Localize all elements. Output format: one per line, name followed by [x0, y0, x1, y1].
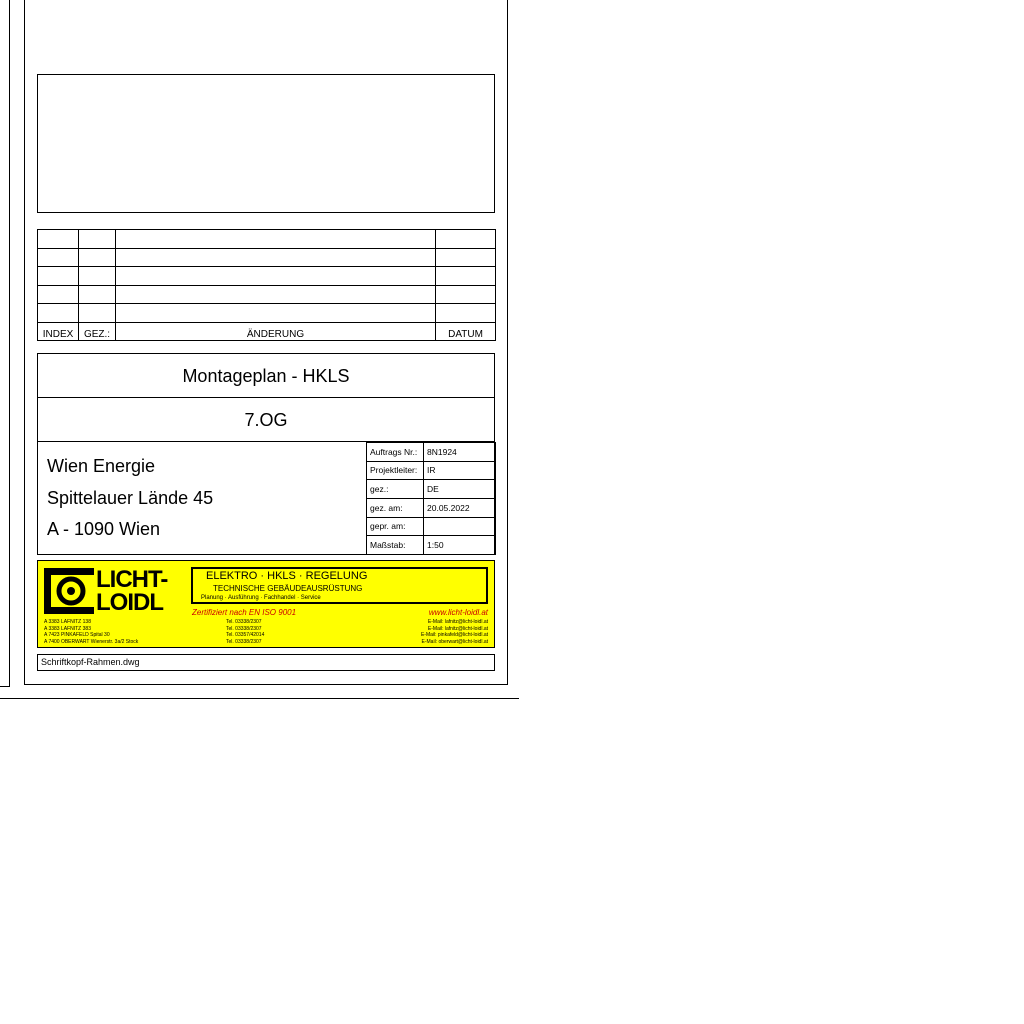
floor-label: 7.OG [244, 410, 288, 430]
logo-text-top: LICHT- [96, 566, 168, 593]
services-text: ELEKTRO · HKLS · REGELUNG [206, 570, 368, 582]
meta-label: Maßstab: [367, 536, 424, 555]
meta-value: 20.05.2022 [424, 498, 496, 517]
meta-value [424, 517, 496, 536]
phone-line: Tel. 03338/2307 [226, 639, 262, 645]
certification-text: Zertifiziert nach EN ISO 9001 [192, 608, 297, 617]
services-tagline: Planung · Ausführung · Fachhandel · Service [201, 595, 321, 601]
meta-label: gez. am: [367, 498, 424, 517]
phone-line: Tel. 03338/2307 [226, 619, 262, 625]
client-name: Wien Energie [47, 456, 156, 476]
table-row [38, 267, 496, 286]
header-date: DATUM [436, 322, 496, 341]
company-logo-mark [43, 567, 95, 615]
address-line: A 7400 OBERWART Wienerstr. 3a/2 Stock [44, 639, 139, 645]
table-row [367, 480, 496, 499]
meta-value: 8N1924 [424, 443, 496, 462]
revision-table [37, 229, 496, 341]
meta-label: gepr. am: [367, 517, 424, 536]
table-row [38, 248, 496, 267]
table-row [38, 285, 496, 304]
frame-left-inner [24, 0, 25, 685]
client-city: A - 1090 Wien [47, 519, 161, 539]
frame-bottom-inner [24, 684, 508, 685]
email-line: E-Mail: lafnitz@licht-loidl.at [427, 626, 488, 632]
client-street: Spittelauer Lände 45 [47, 488, 214, 508]
meta-label: gez.: [367, 480, 424, 499]
filename-text: Schriftkopf-Rahmen.dwg [41, 657, 140, 667]
header-change: ÄNDERUNG [116, 322, 436, 341]
address-line: A 7423 PINKAFELD Spital 30 [44, 632, 110, 638]
notes-box [37, 74, 495, 213]
logo-text-bottom: LOIDL [96, 589, 163, 616]
frame-right [507, 0, 508, 685]
table-row [367, 443, 496, 462]
frame-left-outer [9, 0, 10, 687]
meta-value: DE [424, 480, 496, 499]
frame-bottom-outer [0, 698, 519, 699]
header-index: INDEX [38, 322, 79, 341]
drawing-title: Montageplan - HKLS [182, 366, 350, 386]
email-line: E-Mail: pinkafeld@licht-loidl.at [420, 632, 488, 638]
meta-label: Projektleiter: [367, 461, 424, 480]
header-drawn-by: GEZ.: [79, 322, 116, 341]
frame-bottom-left [0, 686, 10, 687]
website-text: www.licht-loidl.at [428, 608, 488, 617]
email-line: E-Mail: oberwart@licht-loidl.at [421, 639, 488, 645]
company-banner [37, 560, 495, 648]
table-row [38, 230, 496, 249]
meta-value: IR [424, 461, 496, 480]
meta-value: 1:50 [424, 536, 496, 555]
table-row [38, 304, 496, 323]
phone-line: Tel. 03357/42014 [226, 632, 265, 638]
title-divider [37, 397, 495, 398]
revision-header-row [38, 322, 496, 341]
address-line: A 3383 LAFNITZ 138 [44, 619, 91, 625]
meta-label: Auftrags Nr.: [367, 443, 424, 462]
table-row [367, 461, 496, 480]
table-row [367, 498, 496, 517]
phone-line: Tel. 03338/2307 [226, 626, 262, 632]
table-row [367, 517, 496, 536]
services-subtitle: TECHNISCHE GEBÄUDEAUSRÜSTUNG [213, 584, 363, 593]
email-line: E-Mail: lafnitz@licht-loidl.at [427, 619, 488, 625]
project-meta-table [366, 442, 496, 555]
table-row [367, 536, 496, 555]
address-line: A 3383 LAFNITZ 383 [44, 626, 91, 632]
